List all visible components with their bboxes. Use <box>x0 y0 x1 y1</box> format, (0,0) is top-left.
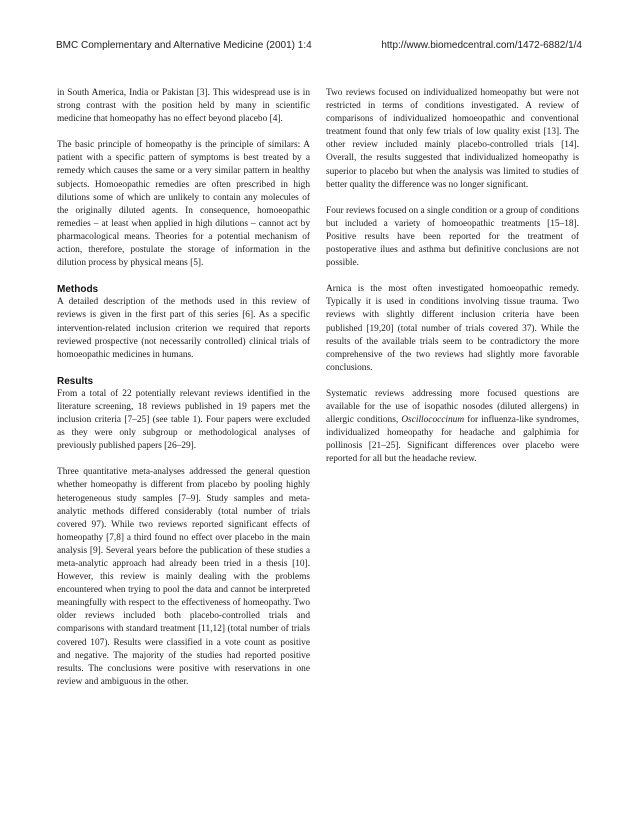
paragraph-principle: The basic principle of homeopathy is the principle of similars: A patient with a specific pattern of symptoms is best treated by a remedy which causes the same or a very similar pattern in healthy subjects. Homoeopathic remedies are often prescribed in high dilutions some of which are unlikely to contain any molecules of the originally diluted agents. In consequence, homoeopathic remedies – at least when applied in high dilutions – cannot act by pharmacological means. Theories for a potential mechanism of action, therefore, postulate the storage of information in the dilution process by physical means [5]. <box>57 140 310 269</box>
paragraph-single-condition: Four reviews focused on a single condition or a group of conditions but included a variety of homoeopathic treatments [15–18]. Positive results have been reported for the treatment of postoperative ilues and asthma but definitive conclusions are not possible. <box>326 205 580 269</box>
journal-url: http://www.biomedcentral.com/1472-6882/1/4 <box>381 40 582 51</box>
oscillococcinum-term: Oscillococcinum <box>401 415 465 426</box>
results-paragraph: From a total of 22 potentially relevant reviews identified in the literature screening, 18 reviews published in 19 papers met the inclusion criteria [7–25] (see table 1). Four papers were excluded as they were only subgroup or methodological analyses of previously published papers [26–29]. <box>57 388 310 452</box>
results-heading: Results <box>57 375 94 387</box>
methods-heading: Methods <box>57 284 99 296</box>
paragraph-focused-reviews <box>326 388 579 467</box>
left-column <box>57 87 310 702</box>
paragraph-arnica: Arnica is the most often investigated homoeopathic remedy. Typically it is used in conditions involving tissue trauma. Two reviews with slightly different inclusion criteria have been published [19,20] (total number of trials covered 37). While the results of the available trials seem to be contradictory the more comprehensive of the two reviews had slightly more favorable conclusions. <box>326 284 579 373</box>
journal-header: BMC Complementary and Alternative Medicine (2001) 1:4 <box>56 40 312 51</box>
focused-text-end: for influenza-like syndromes, individualized homeopathy for headache and galphimia for pollinosis [21–25]. Significant differences over placebo were reported for all but the headache review. <box>326 415 579 465</box>
focused-text-start: Systematic reviews addressing more focused questions are available for the use of isopathic nosodes (diluted allergens) in allergic conditions, <box>326 388 579 426</box>
methods-paragraph: A detailed description of the methods used in this review of reviews is given in the first part of this series [6]. As a specific intervention-related inclusion criterion we required that reports reviewed prospective (not necessarily controlled) clinical trials of homoeopathic medicines in humans. <box>57 297 310 360</box>
right-column <box>326 87 579 479</box>
paragraph-meta-analyses: Three quantitative meta-analyses addressed the general question whether homeopathy is different from placebo by pooling highly heterogeneous study samples [7–9]. Study samples and meta-analytic methods differed considerably (total number of trials covered 97). While two reviews reported significant effects of homeopathy [7,8] a third found no effect over placebo in the main analysis [9]. Several years before the publication of these studies a meta-analytic approach had already been tried in a thesis [10]. However, this review is mainly dealing with the problems encountered when trying to pool the data and cannot be interpreted meaningfully with respect to the effectiveness of homeopathy. Two older reviews included both placebo-controlled trials and comparisons with standard treatment [11,12] (total number of trials covered 107). Results were classified in a vote count as positive and negative. The majority of the studies had reported positive results. The conclusions were positive with reservations in one review and ambiguous in the other. <box>57 467 310 687</box>
paragraph-intro: in South America, India or Pakistan [3]. This widespread use is in strong contrast with the position held by many in scientific medicine that homeopathy has no effect beyond placebo [4]. <box>57 88 310 125</box>
paragraph-individualized: Two reviews focused on individualized homeopathy but were not restricted in terms of conditions investigated. A review of comparisons of individualized homoeopathic and conventional treatment found that only few trials of low quality exist [13]. The other review included mainly placebo-controlled trials [14]. Overall, the results suggested that individualized homeopathy is superior to placebo but when the analysis was limited to studies of better quality the difference was no longer significant. <box>326 88 579 190</box>
